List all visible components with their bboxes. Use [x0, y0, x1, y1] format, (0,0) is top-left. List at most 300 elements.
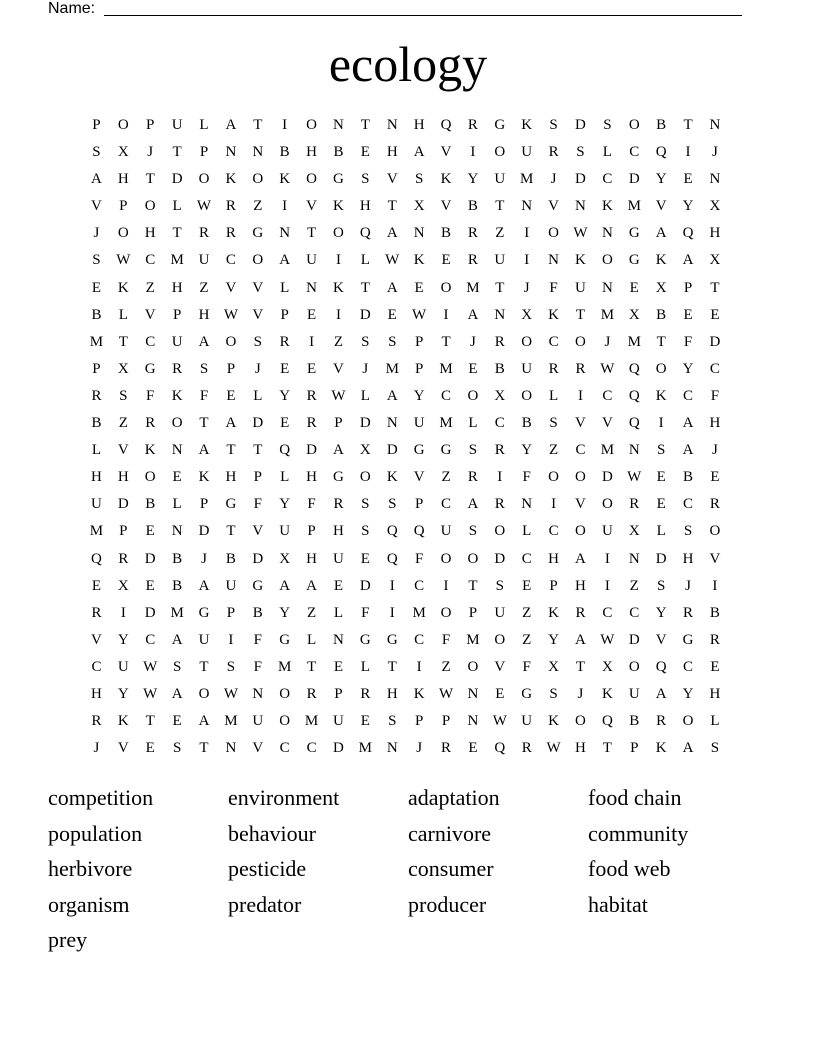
grid-letter: T: [172, 144, 182, 161]
grid-letter: A: [198, 333, 210, 350]
grid-letter: G: [682, 631, 694, 648]
grid-letter: P: [307, 523, 316, 540]
grid-letter: A: [682, 252, 694, 269]
grid-letter: E: [360, 550, 370, 567]
grid-letter: G: [494, 117, 506, 133]
grid-letter: T: [199, 658, 209, 675]
grid-letter: Q: [91, 550, 102, 567]
grid-letter: H: [306, 469, 317, 486]
grid-letter: T: [468, 577, 478, 594]
name-label: Name:: [48, 0, 96, 17]
grid-letter: J: [201, 550, 207, 567]
grid-letter: R: [709, 496, 720, 513]
grid-letter: Q: [386, 550, 398, 567]
grid-letter: A: [198, 442, 210, 459]
grid-letter: H: [575, 577, 586, 594]
grid-letter: F: [522, 469, 531, 486]
grid-letter: C: [683, 496, 694, 513]
grid-letter: T: [602, 740, 612, 757]
grid-letter: N: [494, 306, 506, 323]
grid-row: [83, 383, 728, 410]
grid-letter: E: [468, 740, 478, 757]
grid-letter: O: [225, 333, 237, 350]
grid-letter: V: [252, 740, 264, 757]
grid-letter: C: [575, 442, 586, 459]
grid-letter: A: [655, 225, 667, 242]
grid-letter: Y: [521, 442, 533, 459]
grid-letter: J: [93, 225, 100, 242]
grid-letter: S: [92, 144, 101, 161]
grid-letter: R: [279, 333, 290, 350]
grid-letter: S: [361, 523, 370, 540]
grid-letter: J: [93, 740, 100, 757]
grid-letter: F: [146, 387, 155, 404]
grid-letter: L: [280, 279, 290, 296]
grid-letter: M: [627, 333, 641, 350]
grid-letter: A: [575, 550, 586, 567]
grid-letter: U: [575, 279, 586, 296]
grid-letter: O: [198, 685, 210, 702]
grid-letter: U: [252, 713, 264, 730]
grid-letter: S: [172, 658, 182, 675]
grid-row: [83, 302, 728, 329]
grid-letter: H: [306, 550, 317, 567]
grid-letter: N: [628, 550, 640, 567]
grid-letter: E: [522, 577, 532, 594]
grid-letter: S: [361, 496, 370, 513]
grid-letter: I: [228, 631, 234, 648]
grid-letter: D: [198, 523, 210, 540]
grid-letter: H: [359, 198, 371, 215]
grid-row: [83, 654, 728, 681]
grid-letter: J: [147, 144, 154, 161]
grid-letter: C: [521, 550, 532, 567]
grid-letter: V: [333, 360, 344, 377]
grid-letter: V: [709, 550, 721, 567]
grid-letter: L: [656, 523, 666, 540]
grid-letter: O: [548, 225, 559, 242]
grid-letter: H: [306, 144, 317, 161]
grid-letter: V: [252, 306, 264, 323]
grid-letter: V: [440, 198, 452, 215]
grid-letter: W: [223, 685, 238, 702]
grid-letter: W: [573, 225, 588, 242]
grid-letter: P: [414, 713, 424, 730]
grid-letter: K: [548, 306, 559, 323]
grid-letter: L: [360, 658, 370, 675]
grid-letter: R: [494, 333, 505, 350]
grid-letter: F: [549, 279, 558, 296]
grid-letter: A: [198, 577, 210, 594]
grid-letter: U: [117, 658, 129, 675]
grid-letter: S: [226, 658, 236, 675]
grid-letter: M: [466, 631, 480, 648]
grid-letter: H: [198, 306, 210, 323]
grid-letter: O: [333, 225, 344, 242]
grid-letter: T: [387, 198, 397, 215]
grid-letter: P: [334, 685, 343, 702]
grid-letter: T: [172, 225, 182, 242]
grid-letter: G: [521, 685, 533, 702]
word-bank-item: environment: [228, 785, 340, 810]
grid-letter: C: [548, 523, 559, 540]
grid-letter: H: [548, 550, 559, 567]
grid-letter: F: [414, 550, 424, 567]
grid-letter: A: [171, 685, 183, 702]
grid-letter: D: [117, 496, 129, 513]
grid-letter: U: [91, 496, 102, 513]
grid-letter: E: [145, 523, 155, 540]
grid-letter: M: [600, 306, 615, 323]
grid-letter: K: [198, 469, 210, 486]
grid-letter: B: [494, 360, 505, 377]
grid-row: [83, 491, 728, 518]
grid-letter: N: [575, 198, 586, 215]
word-bank-item: herbivore: [48, 856, 133, 881]
grid-letter: V: [91, 198, 102, 215]
grid-letter: Y: [655, 604, 667, 621]
grid-letter: C: [225, 252, 236, 269]
grid-letter: C: [602, 171, 613, 188]
grid-letter: U: [171, 117, 183, 133]
grid-letter: D: [144, 550, 156, 567]
grid-letter: Z: [629, 577, 639, 594]
grid-letter: P: [683, 279, 693, 296]
grid-letter: N: [252, 144, 264, 161]
grid-letter: W: [627, 469, 642, 486]
page-title: ecology: [328, 36, 488, 92]
grid-letter: S: [172, 740, 182, 757]
grid-letter: G: [628, 225, 640, 242]
word-bank-item: habitat: [588, 891, 648, 917]
grid-letter: T: [253, 117, 263, 133]
grid-letter: Z: [522, 631, 532, 648]
grid-letter: V: [601, 415, 613, 432]
grid-letter: S: [576, 144, 585, 161]
grid-letter: S: [199, 360, 209, 377]
grid-letter: E: [306, 360, 317, 377]
grid-letter: R: [548, 144, 559, 161]
grid-letter: O: [252, 252, 264, 269]
grid-letter: L: [172, 496, 182, 513]
grid-row: [83, 112, 728, 139]
grid-letter: R: [91, 713, 102, 730]
grid-letter: B: [467, 198, 478, 215]
grid-letter: R: [709, 631, 720, 648]
grid-letter: B: [683, 469, 694, 486]
grid-letter: R: [467, 225, 478, 242]
grid-letter: K: [225, 171, 237, 188]
grid-letter: V: [117, 442, 129, 459]
grid-letter: R: [225, 198, 236, 215]
grid-letter: P: [92, 360, 101, 377]
grid-letter: D: [386, 442, 398, 459]
grid-letter: P: [172, 306, 182, 323]
grid-letter: E: [656, 496, 666, 513]
grid-letter: K: [333, 198, 344, 215]
grid-letter: I: [497, 469, 503, 486]
grid-letter: D: [359, 415, 371, 432]
grid-letter: Z: [118, 415, 128, 432]
grid-letter: X: [709, 198, 721, 215]
grid-letter: P: [630, 740, 639, 757]
grid-letter: R: [91, 604, 102, 621]
word-bank-item: consumer: [408, 856, 494, 881]
grid-letter: T: [710, 279, 720, 296]
grid-letter: A: [575, 631, 586, 648]
grid-row: [83, 275, 728, 302]
grid-letter: R: [548, 360, 559, 377]
grid-letter: K: [601, 198, 613, 215]
grid-row: [83, 329, 728, 356]
grid-letter: O: [575, 333, 586, 350]
grid-letter: H: [117, 171, 129, 188]
grid-letter: N: [521, 496, 533, 513]
grid-letter: S: [710, 740, 720, 757]
grid-letter: I: [604, 550, 610, 567]
grid-letter: V: [655, 198, 667, 215]
word-bank-item: predator: [228, 891, 302, 917]
grid-letter: C: [709, 360, 720, 377]
grid-letter: M: [412, 604, 426, 621]
grid-letter: I: [309, 333, 315, 350]
grid-letter: C: [279, 740, 290, 757]
grid-letter: A: [655, 685, 667, 702]
grid-letter: X: [521, 306, 533, 323]
grid-letter: X: [655, 279, 667, 296]
grid-letter: K: [548, 604, 559, 621]
grid-letter: G: [279, 631, 291, 648]
grid-letter: S: [388, 333, 397, 350]
grid-letter: M: [627, 198, 641, 215]
grid-letter: G: [198, 604, 210, 621]
grid-letter: M: [170, 604, 184, 621]
grid-letter: L: [468, 415, 478, 432]
grid-letter: O: [144, 198, 156, 215]
grid-letter: J: [469, 333, 476, 350]
grid-letter: L: [253, 387, 263, 404]
grid-letter: Z: [306, 604, 317, 621]
grid-letter: X: [709, 252, 721, 269]
grid-letter: M: [358, 740, 373, 757]
grid-letter: P: [414, 496, 424, 513]
grid-row: [83, 681, 728, 708]
grid-row: [83, 139, 728, 166]
grid-letter: U: [628, 685, 640, 702]
grid-letter: B: [91, 306, 102, 323]
grid-letter: G: [252, 225, 264, 242]
grid-row: [83, 735, 728, 762]
grid-letter: R: [494, 496, 505, 513]
grid-letter: P: [199, 144, 209, 161]
grid-letter: W: [600, 631, 615, 648]
grid-letter: F: [441, 631, 451, 648]
grid-letter: L: [549, 387, 559, 404]
grid-letter: K: [601, 685, 613, 702]
grid-letter: X: [359, 442, 371, 459]
grid-letter: S: [549, 685, 558, 702]
grid-letter: M: [520, 171, 534, 188]
grid-letter: C: [414, 631, 425, 648]
grid-letter: U: [494, 171, 506, 188]
grid-letter: X: [494, 387, 506, 404]
grid-letter: O: [279, 685, 291, 702]
grid-letter: X: [413, 198, 425, 215]
grid-letter: H: [709, 225, 721, 242]
grid-letter: B: [656, 306, 667, 323]
grid-letter: Q: [279, 442, 291, 459]
grid-letter: E: [710, 469, 720, 486]
grid-letter: X: [279, 550, 291, 567]
grid-letter: M: [89, 333, 104, 350]
grid-letter: O: [521, 387, 533, 404]
grid-letter: O: [575, 469, 586, 486]
grid-letter: E: [683, 306, 693, 323]
grid-letter: P: [226, 360, 236, 377]
grid-letter: J: [550, 171, 557, 188]
grid-letter: L: [360, 252, 370, 269]
grid-letter: O: [682, 713, 694, 730]
word-bank-item: adaptation: [408, 785, 500, 810]
grid-letter: O: [440, 604, 452, 621]
grid-letter: J: [577, 685, 584, 702]
grid-letter: A: [467, 306, 479, 323]
grid-letter: S: [361, 333, 370, 350]
name-field: [48, 0, 742, 18]
grid-letter: K: [171, 387, 183, 404]
grid-letter: R: [575, 360, 586, 377]
grid-letter: O: [279, 713, 291, 730]
grid-letter: P: [414, 333, 424, 350]
grid-letter: P: [441, 713, 451, 730]
grid-letter: V: [575, 415, 586, 432]
grid-letter: I: [282, 117, 288, 133]
grid-letter: X: [628, 306, 640, 323]
grid-letter: T: [441, 333, 451, 350]
grid-letter: K: [548, 713, 559, 730]
grid-letter: A: [682, 740, 694, 757]
grid-letter: T: [199, 415, 209, 432]
grid-letter: E: [468, 360, 478, 377]
grid-letter: B: [629, 713, 640, 730]
grid-letter: T: [145, 713, 155, 730]
grid-letter: V: [413, 469, 425, 486]
grid-letter: E: [414, 279, 424, 296]
grid-letter: Q: [359, 225, 371, 242]
grid-letter: O: [198, 171, 210, 188]
grid-letter: I: [524, 225, 530, 242]
grid-letter: W: [385, 252, 400, 269]
grid-letter: R: [521, 740, 532, 757]
grid-letter: N: [467, 685, 479, 702]
grid-letter: Z: [522, 604, 532, 621]
word-bank-item: food chain: [588, 785, 682, 810]
grid-letter: I: [712, 577, 718, 594]
grid-letter: D: [359, 306, 371, 323]
grid-letter: O: [494, 144, 506, 161]
grid-letter: G: [225, 496, 237, 513]
grid-letter: U: [440, 523, 452, 540]
grid-letter: G: [386, 631, 398, 648]
grid-letter: H: [709, 415, 721, 432]
grid-letter: K: [655, 252, 667, 269]
grid-letter: V: [548, 198, 559, 215]
grid-letter: T: [226, 442, 236, 459]
grid-row: [83, 193, 728, 220]
grid-letter: Q: [628, 415, 640, 432]
grid-letter: R: [575, 604, 586, 621]
grid-letter: I: [416, 658, 422, 675]
grid-letter: F: [199, 387, 209, 404]
grid-letter: O: [575, 523, 586, 540]
grid-letter: U: [601, 523, 613, 540]
grid-letter: Y: [279, 496, 291, 513]
grid-letter: E: [710, 658, 720, 675]
grid-letter: R: [118, 550, 129, 567]
grid-letter: F: [361, 604, 370, 621]
grid-letter: P: [549, 577, 558, 594]
grid-letter: V: [252, 279, 264, 296]
grid-letter: E: [306, 306, 317, 323]
grid-letter: M: [439, 415, 453, 432]
grid-letter: Z: [253, 198, 263, 215]
grid-letter: P: [468, 604, 478, 621]
grid-letter: N: [601, 279, 613, 296]
grid-letter: U: [225, 577, 237, 594]
grid-letter: N: [709, 117, 721, 133]
grid-letter: N: [386, 117, 398, 133]
grid-letter: Z: [549, 442, 559, 459]
grid-letter: U: [521, 144, 533, 161]
grid-letter: R: [494, 442, 505, 459]
grid-letter: O: [601, 496, 613, 513]
grid-letter: O: [521, 333, 533, 350]
grid-letter: S: [414, 171, 424, 188]
grid-letter: H: [171, 279, 183, 296]
grid-letter: P: [414, 360, 424, 377]
grid-letter: K: [521, 117, 533, 133]
grid-letter: G: [413, 442, 425, 459]
grid-row: [83, 220, 728, 247]
grid-letter: J: [712, 144, 718, 161]
grid-letter: K: [655, 740, 667, 757]
grid-row: [83, 356, 728, 383]
grid-letter: E: [333, 577, 344, 594]
grid-letter: E: [145, 740, 155, 757]
grid-letter: E: [710, 306, 720, 323]
grid-letter: F: [253, 658, 262, 675]
grid-letter: H: [575, 740, 586, 757]
grid-letter: V: [91, 631, 102, 648]
grid-letter: W: [143, 685, 158, 702]
grid-letter: D: [628, 631, 640, 648]
grid-letter: Q: [440, 117, 452, 133]
grid-letter: E: [172, 713, 182, 730]
grid-letter: G: [628, 252, 640, 269]
grid-letter: Y: [682, 685, 694, 702]
grid-letter: X: [117, 360, 129, 377]
grid-letter: E: [441, 252, 451, 269]
grid-letter: O: [494, 631, 506, 648]
grid-letter: I: [443, 306, 449, 323]
grid-letter: N: [225, 144, 237, 161]
word-bank-item: producer: [408, 891, 487, 917]
grid-letter: D: [575, 117, 586, 133]
grid-letter: A: [225, 117, 237, 133]
grid-letter: O: [709, 523, 721, 540]
grid-letter: G: [333, 469, 344, 486]
grid-letter: C: [602, 604, 613, 621]
